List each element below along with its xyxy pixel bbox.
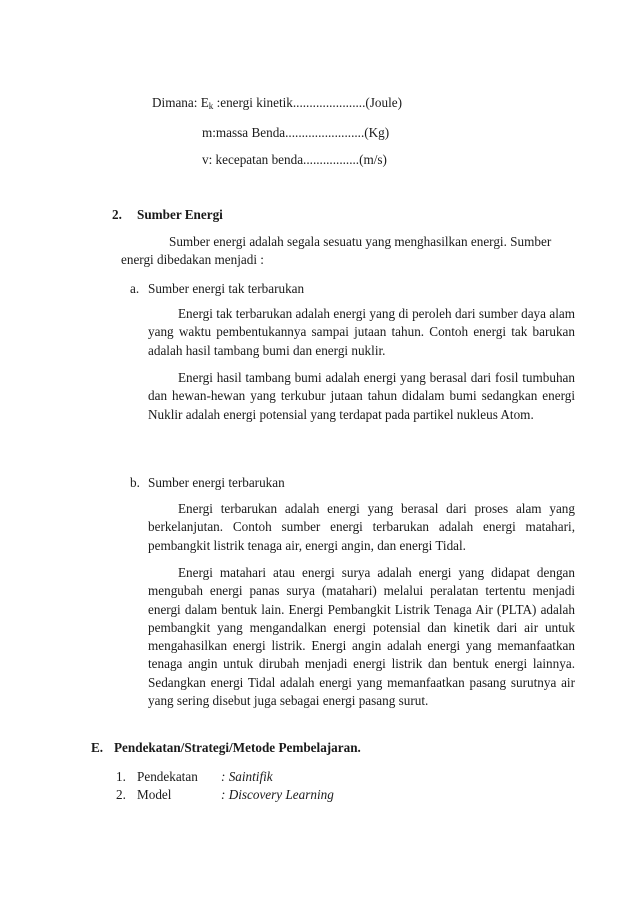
list-item-label: Model — [137, 787, 172, 802]
sub-a-paragraph-1: Energi tak terbarukan adalah energi yang di peroleh dari sumber daya alam yang waktu pembentukannya sampai jutaan tahun. Contoh energi tak barukan adalah hasil tambang bumi dan energi nuklir. — [148, 306, 575, 358]
section-e-title: Pendekatan/Strategi/Metode Pembelajaran. — [114, 740, 361, 755]
list-item-value: : Discovery Learning — [221, 787, 334, 802]
section-e-letter: E. — [91, 740, 104, 755]
sub-a-letter: a. — [130, 281, 140, 296]
section-2-intro-line2: energi dibedakan menjadi : — [121, 252, 264, 267]
sub-a-title: Sumber energi tak terbarukan — [148, 281, 305, 296]
sub-b-paragraph-1: Energi terbarukan adalah energi yang berasal dari proses alam yang berkelanjutan. Contoh sumber energi terbarukan adalah energi matahari, pembangkit listrik tenaga air, energi angin, dan energi Tidal. — [148, 501, 575, 553]
sub-b-letter: b. — [130, 475, 140, 490]
list-item-number: 1. — [116, 769, 126, 784]
section-2-intro-line1: Sumber energi adalah segala sesuatu yang menghasilkan energi. Sumber — [169, 234, 552, 249]
list-item-value: : Saintifik — [221, 769, 273, 784]
sub-b-title: Sumber energi terbarukan — [148, 475, 285, 490]
formula-line-ek: Dimana: $E_k$ :energi kinetik......................(Joule) — [152, 95, 403, 111]
section-2-title: Sumber Energi — [137, 207, 223, 222]
list-item-number: 2. — [116, 787, 126, 802]
formula-line-m: m:massa Benda........................(Kg) — [202, 125, 390, 140]
list-item-label: Pendekatan — [137, 769, 198, 784]
sub-a-paragraph-2: Energi hasil tambang bumi adalah energi yang berasal dari fosil tumbuhan dan hewan-hewan yang terkubur jutaan tahun didalam bumi sedangkan energi Nuklir adalah energi potensial yang terdapat pada partikel nukleus Atom. — [148, 370, 575, 422]
sub-b-paragraph-2: Energi matahari atau energi surya adalah energi yang didapat dengan mengubah energi panas surya (matahari) melalui peralatan tertentu menjadi energi dalam bentuk lain. Energi Pembangkit Listrik Tenaga Air (PLTA) adalah pembangkit yang mengandalkan energi potensial dan kinetik dari air untuk mengahasilkan energi listrik. Energi angin adalah energi yang memanfaatkan tenaga angin untuk dirubah menjadi energi listrik dan bentuk energi lainnya. Sedangkan energi Tidal adalah energi yang memanfaatkan pasang surutnya air yang sering disebut juga sebagai energi pasang surut. — [148, 565, 575, 709]
section-2-number: 2. — [112, 207, 122, 222]
formula-line-v: v: kecepatan benda.................(m/s) — [202, 152, 387, 167]
